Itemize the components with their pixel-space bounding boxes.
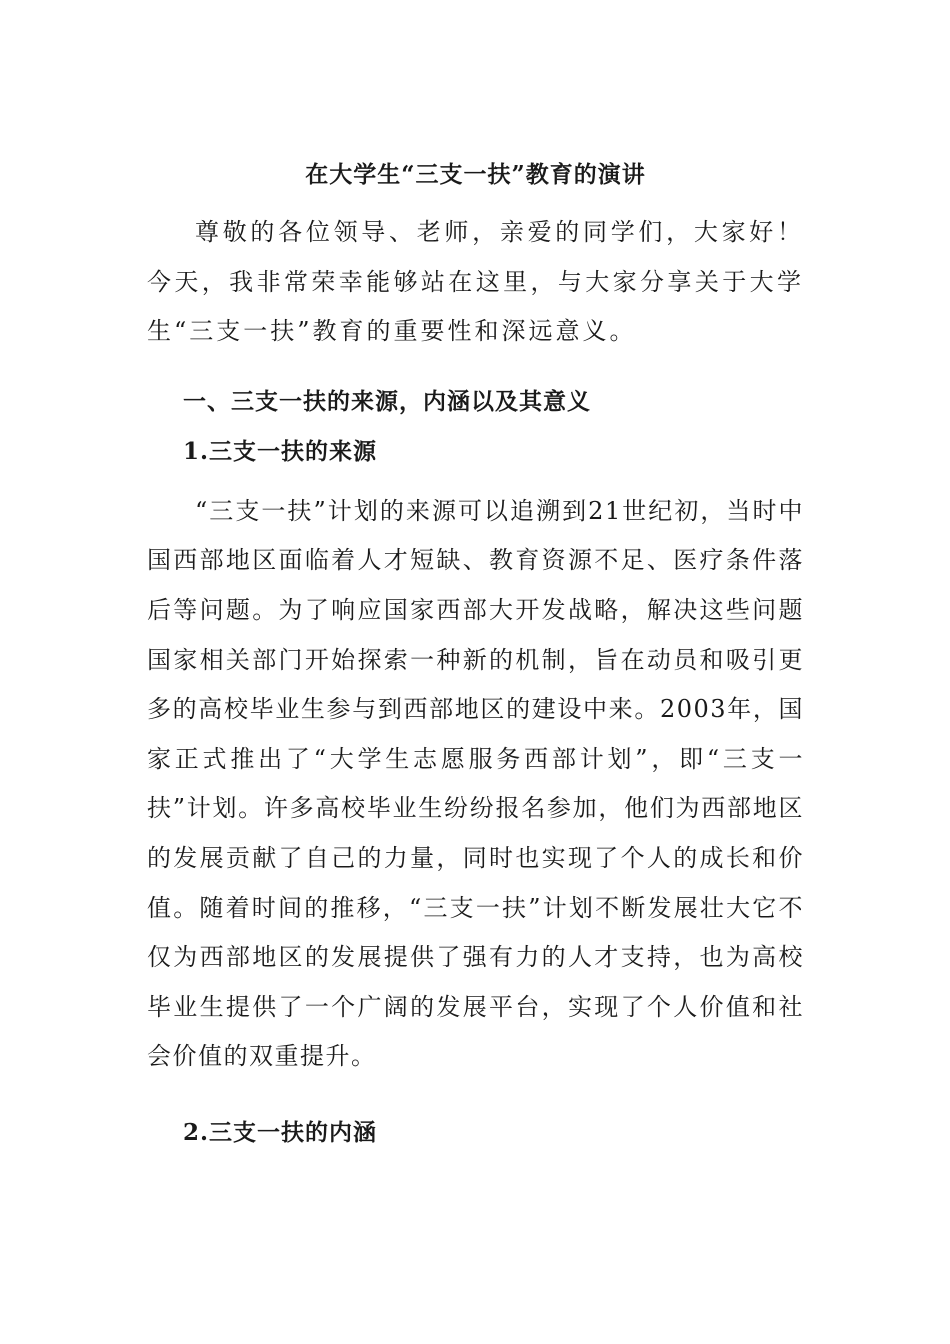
subsection-heading-connotation: 2.三支一扶的内涵 — [183, 1118, 378, 1146]
intro-paragraph: 尊敬的各位领导、老师，亲爱的同学们，大家好！今天，我非常荣幸能够站在这里，与大家分享关于大学生“三支一扶”教育的重要性和深远意义。 — [147, 218, 804, 346]
document-title: 在大学生“三支一扶”教育的演讲 — [305, 161, 646, 188]
subsection-heading-origin: 1.三支一扶的来源 — [183, 437, 378, 465]
section-heading-origin-meaning: 一、三支一扶的来源，内涵以及其意义 — [183, 387, 591, 415]
origin-paragraph: “三支一扶”计划的来源可以追溯到21世纪初，当时中国西部地区面临着人才短缺、教育资源不足、医疗条件落后等问题。为了响应国家西部大开发战略，解决这些问题国家相关部门开始探索一种新的机制，旨在动员和吸引更多的高校毕业生参与到西部地区的建设中来。2003年，国家正式推出了“大学生志愿服务西部计划”，即“三支一扶”计划。许多高校毕业生纷纷报名参加，他们为西部地区的发展贡献了自己的力量，同时也实现了个人的成长和价值。随着时间的推移，“三支一扶”计划不断发展壮大它不仅为西部地区的发展提供了强有力的人才支持，也为高校毕业生提供了一个广阔的发展平台，实现了个人价值和社会价值的双重提升。 — [147, 496, 804, 1071]
document-page — [147, 158, 804, 1150]
